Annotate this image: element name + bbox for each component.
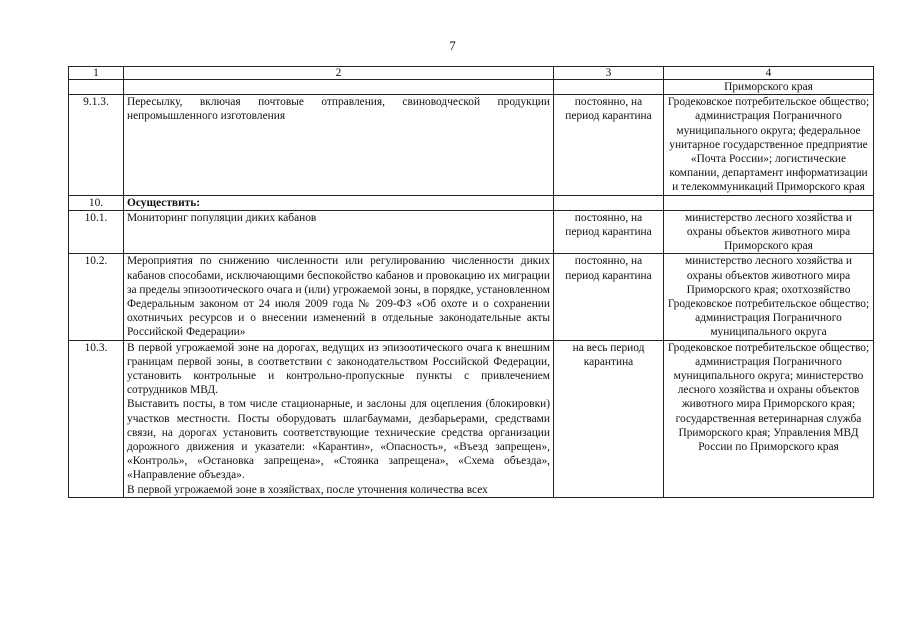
row-responsible	[664, 195, 874, 210]
row-period: постоянно, на период карантина	[554, 210, 664, 254]
row-number: 9.1.3.	[69, 95, 124, 195]
header-cell-3: 3	[554, 67, 664, 80]
header-cell-1: 1	[69, 67, 124, 80]
row-text	[124, 254, 554, 340]
row-text-paragraph: Осуществить:	[127, 196, 201, 209]
row-text	[124, 340, 554, 497]
row-text	[124, 210, 554, 254]
row-text-paragraph: Выставить посты, в том числе стационарные, и заслоны для оцепления (блокировки) участков местности. Посты оборудовать шлагбаумами, дезбарьерами, средствами связи, на дорогах установить соответствующие технические средства организации дорожного движения и указатели: «Карантин», «Опасность», «Въезд запрещен», «Контроль», «Остановка запрещена», «Стоянка запрещена», «Схема объезда», «Направление объезда».	[127, 398, 550, 482]
table-row-10-2	[69, 254, 874, 340]
row-number: 10.3.	[69, 340, 124, 497]
row-period	[554, 80, 664, 95]
row-text-paragraph: В первой угрожаемой зоне на дорогах, ведущих из эпизоотического очага к внешним границам первой зоны, в соответствии с законодательством Российской Федерации, установить контрольные и контрольно-пропускные пункты с привлечением сотрудников МВД.	[127, 341, 550, 397]
table-row-9-1-3	[69, 95, 874, 195]
row-responsible: Гродековское потребительское общество; администрация Пограничного муниципального округа; федеральное унитарное государственное предприятие «Почта России»; логистические компании, департамент информатизации и телекоммуникаций Приморского края	[664, 95, 874, 195]
page-number: 7	[449, 38, 456, 53]
row-number: 10.1.	[69, 210, 124, 254]
row-period: на весь период карантина	[554, 340, 664, 497]
row-period: постоянно, на период карантина	[554, 95, 664, 195]
header-row	[69, 67, 874, 80]
header-cell-4: 4	[664, 67, 874, 80]
row-text	[124, 95, 554, 195]
row-responsible: Приморского края	[664, 80, 874, 95]
row-text-paragraph: Мероприятия по снижению численности или регулированию численности диких кабанов способами, исключающими беспокойство кабанов и провокацию их миграции за пределы эпизоотического очага и (или) угрожаемой зоны, в порядке, установленном Федеральным законом от 24 июля 2009 года № 209-ФЗ «Об охоте и о сохранении охотничьих ресурсов и о внесении изменений в отдельные законодательные акты Российской Федерации»	[127, 255, 550, 339]
row-responsible: Гродековское потребительское общество; администрация Пограничного муниципального округа; министерство лесного хозяйства и охраны объектов животного мира Приморского края; государственная ветеринарная служба Приморского края; Управления МВД России по Приморского края	[664, 340, 874, 497]
table-row-continuation	[69, 80, 874, 95]
row-period	[554, 195, 664, 210]
row-number	[69, 80, 124, 95]
header-cell-2: 2	[124, 67, 554, 80]
measures-table	[68, 66, 874, 498]
row-text	[124, 80, 554, 95]
row-text-paragraph: Пересылку, включая почтовые отправления, свиноводческой продукции непромышленного изготовления	[127, 96, 550, 123]
row-number: 10.	[69, 195, 124, 210]
row-number: 10.2.	[69, 254, 124, 340]
row-text-paragraph: Мониторинг популяции диких кабанов	[127, 211, 317, 224]
row-text-paragraph: В первой угрожаемой зоне в хозяйствах, после уточнения количества всех	[127, 483, 488, 496]
row-period: постоянно, на период карантина	[554, 254, 664, 340]
row-text	[124, 195, 554, 210]
table-row-10	[69, 195, 874, 210]
row-responsible: министерство лесного хозяйства и охраны объектов животного мира Приморского края	[664, 210, 874, 254]
table-row-10-3	[69, 340, 874, 497]
row-responsible: министерство лесного хозяйства и охраны объектов животного мира Приморского края; охотхозяйство Гродековское потребительское общество; администрация Пограничного муниципального округа	[664, 254, 874, 340]
table-row-10-1	[69, 210, 874, 254]
